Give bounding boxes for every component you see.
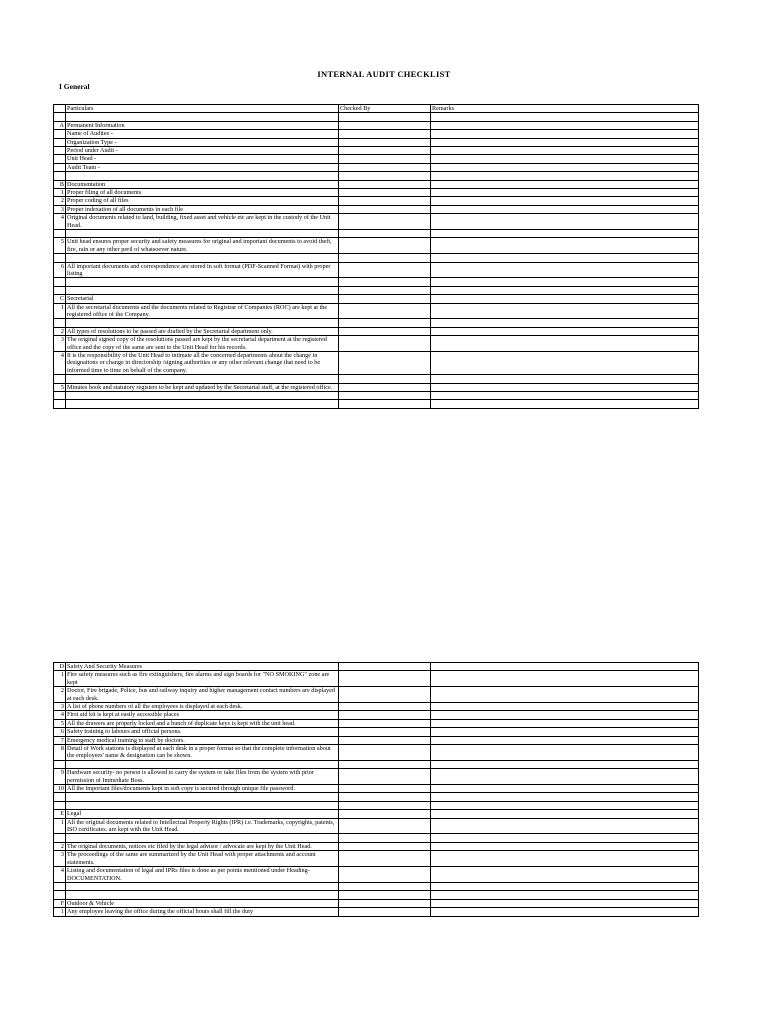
item-number: 3 bbox=[54, 851, 66, 867]
remarks-cell bbox=[431, 687, 699, 703]
table-row bbox=[54, 801, 699, 809]
checked-by-cell bbox=[339, 810, 431, 818]
table-row bbox=[54, 189, 699, 197]
remarks-cell bbox=[431, 392, 699, 400]
item-number: 2 bbox=[54, 687, 66, 703]
table-row bbox=[54, 352, 699, 375]
checked-by-cell bbox=[339, 121, 431, 129]
item-number bbox=[54, 163, 66, 171]
item-particulars: Safety And Security Measures bbox=[66, 663, 339, 671]
item-particulars bbox=[66, 172, 339, 180]
checked-by-cell bbox=[339, 834, 431, 842]
remarks-cell bbox=[431, 383, 699, 391]
item-particulars: Documentation bbox=[66, 180, 339, 188]
item-number bbox=[54, 155, 66, 163]
table-header-row bbox=[54, 105, 699, 113]
item-number bbox=[54, 319, 66, 327]
table-row bbox=[54, 147, 699, 155]
item-particulars: Detail of Work stations is displayed at each desk in a proper format so that the complete information about the employees' name & designation can be shown. bbox=[66, 745, 339, 761]
checked-by-cell bbox=[339, 327, 431, 335]
remarks-cell bbox=[431, 278, 699, 286]
remarks-cell bbox=[431, 728, 699, 736]
item-particulars: Name of Auditee - bbox=[66, 130, 339, 138]
table-row bbox=[54, 254, 699, 262]
checked-by-cell bbox=[339, 891, 431, 899]
table-row bbox=[54, 392, 699, 400]
remarks-cell bbox=[431, 113, 699, 121]
checklist-table-general bbox=[53, 104, 699, 409]
table-row bbox=[54, 728, 699, 736]
checked-by-cell bbox=[339, 908, 431, 916]
checked-by-cell bbox=[339, 214, 431, 230]
item-particulars bbox=[66, 113, 339, 121]
checked-by-cell bbox=[339, 205, 431, 213]
section-heading: I General bbox=[59, 82, 90, 91]
checked-by-cell bbox=[339, 760, 431, 768]
document-title: INTERNAL AUDIT CHECKLIST bbox=[317, 69, 451, 79]
checked-by-cell bbox=[339, 375, 431, 383]
item-particulars: First aid kit is kept at easily accessible places bbox=[66, 711, 339, 719]
item-particulars bbox=[66, 254, 339, 262]
item-number: 5 bbox=[54, 238, 66, 254]
table-row bbox=[54, 899, 699, 907]
table-row bbox=[54, 769, 699, 785]
checked-by-cell bbox=[339, 113, 431, 121]
item-particulars: The original signed copy of the resolutions passed are kept by the secretarial department at the registered office and the copy of the same are sent to the Unit Head for his records. bbox=[66, 336, 339, 352]
item-particulars: Original documents related to land, building, fixed asset and vehicle etc are kept in the custody of the Unit Head. bbox=[66, 214, 339, 230]
checked-by-cell bbox=[339, 818, 431, 834]
remarks-cell bbox=[431, 736, 699, 744]
table-row bbox=[54, 121, 699, 129]
remarks-cell bbox=[431, 336, 699, 352]
remarks-cell bbox=[431, 327, 699, 335]
item-number bbox=[54, 760, 66, 768]
item-number: C bbox=[54, 295, 66, 303]
remarks-cell bbox=[431, 891, 699, 899]
item-number: D bbox=[54, 663, 66, 671]
checked-by-cell bbox=[339, 671, 431, 687]
checked-by-cell bbox=[339, 352, 431, 375]
item-number bbox=[54, 891, 66, 899]
remarks-cell bbox=[431, 230, 699, 238]
item-number bbox=[54, 392, 66, 400]
remarks-cell bbox=[431, 882, 699, 890]
table-row bbox=[54, 130, 699, 138]
remarks-cell bbox=[431, 295, 699, 303]
item-number bbox=[54, 400, 66, 408]
checked-by-cell bbox=[339, 155, 431, 163]
table-row bbox=[54, 205, 699, 213]
item-particulars: Legal bbox=[66, 810, 339, 818]
item-number bbox=[54, 138, 66, 146]
item-particulars: Fire safety measures such as fire extinguishers, fire alarms and sign boards for "NO SMOKING" zone are kept bbox=[66, 671, 339, 687]
checked-by-cell bbox=[339, 172, 431, 180]
table-row bbox=[54, 842, 699, 850]
table-row bbox=[54, 793, 699, 801]
item-particulars: Safety training to labours and official persons. bbox=[66, 728, 339, 736]
table-row bbox=[54, 851, 699, 867]
table-row bbox=[54, 327, 699, 335]
item-number: 6 bbox=[54, 728, 66, 736]
item-number: 9 bbox=[54, 769, 66, 785]
item-particulars: It is the responsibility of the Unit Head to intimate all the concerned departments about the change in designations or change in directorship /signing authorities or any other relevant change that need to be informed time to time on behalf of the company. bbox=[66, 352, 339, 375]
item-particulars bbox=[66, 834, 339, 842]
remarks-cell bbox=[431, 147, 699, 155]
table-row bbox=[54, 711, 699, 719]
item-particulars: A list of phone numbers of all the employees is displayed at each desk. bbox=[66, 703, 339, 711]
table-row bbox=[54, 760, 699, 768]
remarks-cell bbox=[431, 130, 699, 138]
item-number bbox=[54, 130, 66, 138]
checked-by-cell bbox=[339, 238, 431, 254]
checked-by-cell bbox=[339, 138, 431, 146]
table-row bbox=[54, 172, 699, 180]
item-particulars: All important documents and correspondence are stored in soft format (PDF-Scanned Format) with proper listing bbox=[66, 262, 339, 278]
item-particulars: All the original documents related to Intellectual Property Rights (IPR) i.e. Trademarks, copyrights, patents, ISO certificates. are kept with the Unit Head. bbox=[66, 818, 339, 834]
remarks-cell bbox=[431, 319, 699, 327]
remarks-cell bbox=[431, 197, 699, 205]
remarks-cell bbox=[431, 303, 699, 319]
item-particulars: Period under Audit - bbox=[66, 147, 339, 155]
table-row bbox=[54, 295, 699, 303]
table-row bbox=[54, 303, 699, 319]
remarks-cell bbox=[431, 842, 699, 850]
item-number: E bbox=[54, 810, 66, 818]
remarks-cell bbox=[431, 719, 699, 727]
item-particulars: Listing and documentation of legal and IPRs files is done as per points mentioned under Heading- DOCUMENTATION. bbox=[66, 867, 339, 883]
item-number: 2 bbox=[54, 842, 66, 850]
item-number: 3 bbox=[54, 336, 66, 352]
table-row bbox=[54, 286, 699, 294]
item-particulars bbox=[66, 760, 339, 768]
item-number: 2 bbox=[54, 197, 66, 205]
header-checked-by: Checked By bbox=[339, 105, 431, 113]
item-particulars: Doctor, Fire brigade, Police, bus and railway inquiry and higher management contact numbers are displayed at each desk. bbox=[66, 687, 339, 703]
item-number: 1 bbox=[54, 303, 66, 319]
remarks-cell bbox=[431, 745, 699, 761]
checked-by-cell bbox=[339, 278, 431, 286]
checked-by-cell bbox=[339, 711, 431, 719]
table-row bbox=[54, 238, 699, 254]
item-particulars: The proceedings of the same are summarized by the Unit Head with proper attachments and account statements. bbox=[66, 851, 339, 867]
remarks-cell bbox=[431, 818, 699, 834]
item-number bbox=[54, 254, 66, 262]
table-row bbox=[54, 375, 699, 383]
item-number: B bbox=[54, 180, 66, 188]
table-row bbox=[54, 687, 699, 703]
item-particulars: Permanent Information bbox=[66, 121, 339, 129]
table-row bbox=[54, 336, 699, 352]
table-row bbox=[54, 163, 699, 171]
remarks-cell bbox=[431, 785, 699, 793]
checked-by-cell bbox=[339, 867, 431, 883]
item-particulars: Organization Type - bbox=[66, 138, 339, 146]
table-row bbox=[54, 785, 699, 793]
header-remarks: Remarks bbox=[431, 105, 699, 113]
item-number bbox=[54, 278, 66, 286]
item-number: 10 bbox=[54, 785, 66, 793]
item-particulars bbox=[66, 392, 339, 400]
item-particulars: All types of resolutions to be passed are drafted by the Secretarial department only. bbox=[66, 327, 339, 335]
table-row bbox=[54, 867, 699, 883]
remarks-cell bbox=[431, 671, 699, 687]
item-number: 1 bbox=[54, 908, 66, 916]
remarks-cell bbox=[431, 375, 699, 383]
remarks-cell bbox=[431, 769, 699, 785]
table-row bbox=[54, 278, 699, 286]
checked-by-cell bbox=[339, 400, 431, 408]
checked-by-cell bbox=[339, 899, 431, 907]
header-no-cell bbox=[54, 105, 66, 113]
remarks-cell bbox=[431, 238, 699, 254]
item-particulars: Unit head ensures proper security and safety measures for original and important documents to avoid theft, fire, rain or any other peril of whatsoever nature. bbox=[66, 238, 339, 254]
remarks-cell bbox=[431, 121, 699, 129]
item-number: A bbox=[54, 121, 66, 129]
table-row bbox=[54, 214, 699, 230]
item-particulars bbox=[66, 230, 339, 238]
checked-by-cell bbox=[339, 262, 431, 278]
item-number: 5 bbox=[54, 383, 66, 391]
remarks-cell bbox=[431, 254, 699, 262]
item-number: 4 bbox=[54, 352, 66, 375]
item-particulars: Proper filing of all documents bbox=[66, 189, 339, 197]
table-row bbox=[54, 262, 699, 278]
remarks-cell bbox=[431, 180, 699, 188]
item-number bbox=[54, 286, 66, 294]
checked-by-cell bbox=[339, 728, 431, 736]
item-particulars: Secretarial bbox=[66, 295, 339, 303]
item-number: 7 bbox=[54, 736, 66, 744]
checked-by-cell bbox=[339, 230, 431, 238]
checked-by-cell bbox=[339, 254, 431, 262]
checked-by-cell bbox=[339, 130, 431, 138]
table-row bbox=[54, 891, 699, 899]
table-row bbox=[54, 383, 699, 391]
item-number: 1 bbox=[54, 671, 66, 687]
item-number bbox=[54, 172, 66, 180]
item-number: 3 bbox=[54, 703, 66, 711]
table-row bbox=[54, 908, 699, 916]
table-row bbox=[54, 155, 699, 163]
table-row bbox=[54, 671, 699, 687]
item-number bbox=[54, 375, 66, 383]
checked-by-cell bbox=[339, 745, 431, 761]
item-particulars bbox=[66, 400, 339, 408]
item-number: 2 bbox=[54, 327, 66, 335]
checked-by-cell bbox=[339, 383, 431, 391]
checked-by-cell bbox=[339, 163, 431, 171]
table-row bbox=[54, 882, 699, 890]
checked-by-cell bbox=[339, 882, 431, 890]
remarks-cell bbox=[431, 899, 699, 907]
item-number: F bbox=[54, 899, 66, 907]
checked-by-cell bbox=[339, 842, 431, 850]
item-particulars: All the drawers are properly locked and a bunch of duplicate keys is kept with the unit head. bbox=[66, 719, 339, 727]
item-particulars: Outdoor & Vehicle bbox=[66, 899, 339, 907]
item-particulars: Audit Team - bbox=[66, 163, 339, 171]
remarks-cell bbox=[431, 172, 699, 180]
item-particulars: Proper indexation of all documents in each file bbox=[66, 205, 339, 213]
item-particulars: All the important files/documents kept in soft copy is secured through unique file password. bbox=[66, 785, 339, 793]
item-number bbox=[54, 147, 66, 155]
checked-by-cell bbox=[339, 180, 431, 188]
item-particulars: Unit Head - bbox=[66, 155, 339, 163]
remarks-cell bbox=[431, 352, 699, 375]
checked-by-cell bbox=[339, 703, 431, 711]
table-row bbox=[54, 138, 699, 146]
item-number: 4 bbox=[54, 711, 66, 719]
remarks-cell bbox=[431, 834, 699, 842]
checked-by-cell bbox=[339, 785, 431, 793]
table-row bbox=[54, 400, 699, 408]
table-row bbox=[54, 230, 699, 238]
checked-by-cell bbox=[339, 851, 431, 867]
remarks-cell bbox=[431, 155, 699, 163]
item-number bbox=[54, 230, 66, 238]
table-row bbox=[54, 818, 699, 834]
header-particulars: Particulars bbox=[66, 105, 339, 113]
item-particulars bbox=[66, 286, 339, 294]
remarks-cell bbox=[431, 711, 699, 719]
checked-by-cell bbox=[339, 189, 431, 197]
table-row bbox=[54, 834, 699, 842]
checked-by-cell bbox=[339, 793, 431, 801]
checked-by-cell bbox=[339, 303, 431, 319]
item-number: 3 bbox=[54, 205, 66, 213]
checked-by-cell bbox=[339, 295, 431, 303]
item-number: 1 bbox=[54, 818, 66, 834]
remarks-cell bbox=[431, 189, 699, 197]
table-row bbox=[54, 719, 699, 727]
item-number: 5 bbox=[54, 719, 66, 727]
remarks-cell bbox=[431, 262, 699, 278]
checked-by-cell bbox=[339, 336, 431, 352]
remarks-cell bbox=[431, 801, 699, 809]
item-particulars: Hardware security- no person is allowed to carry the system or take files from the system with prior permission of Immediate Boss. bbox=[66, 769, 339, 785]
remarks-cell bbox=[431, 760, 699, 768]
table-row bbox=[54, 663, 699, 671]
item-number: 6 bbox=[54, 262, 66, 278]
checked-by-cell bbox=[339, 719, 431, 727]
table-row bbox=[54, 113, 699, 121]
checked-by-cell bbox=[339, 286, 431, 294]
table-row bbox=[54, 703, 699, 711]
table-row bbox=[54, 810, 699, 818]
table-row bbox=[54, 180, 699, 188]
item-particulars bbox=[66, 375, 339, 383]
table-row bbox=[54, 736, 699, 744]
remarks-cell bbox=[431, 286, 699, 294]
item-number bbox=[54, 113, 66, 121]
item-particulars: The original documents, notices etc filed by the legal advisor / advocate are kept by the Unit Head. bbox=[66, 842, 339, 850]
remarks-cell bbox=[431, 908, 699, 916]
item-particulars bbox=[66, 882, 339, 890]
remarks-cell bbox=[431, 163, 699, 171]
table-row bbox=[54, 197, 699, 205]
checklist-table-safety bbox=[53, 662, 699, 917]
checked-by-cell bbox=[339, 319, 431, 327]
item-particulars: Emergency medical training to staff by doctors. bbox=[66, 736, 339, 744]
item-number bbox=[54, 801, 66, 809]
remarks-cell bbox=[431, 703, 699, 711]
item-number: 8 bbox=[54, 745, 66, 761]
remarks-cell bbox=[431, 214, 699, 230]
item-particulars: Proper coding of all files bbox=[66, 197, 339, 205]
checked-by-cell bbox=[339, 801, 431, 809]
item-particulars bbox=[66, 891, 339, 899]
checked-by-cell bbox=[339, 769, 431, 785]
item-number bbox=[54, 882, 66, 890]
item-number: 4 bbox=[54, 867, 66, 883]
remarks-cell bbox=[431, 663, 699, 671]
item-particulars bbox=[66, 319, 339, 327]
item-particulars bbox=[66, 793, 339, 801]
remarks-cell bbox=[431, 400, 699, 408]
item-number bbox=[54, 793, 66, 801]
table-row bbox=[54, 745, 699, 761]
remarks-cell bbox=[431, 205, 699, 213]
item-number bbox=[54, 834, 66, 842]
remarks-cell bbox=[431, 810, 699, 818]
item-particulars: Minutes book and statutory registers to be kept and updated by the Secretarial staff, at the registered office. bbox=[66, 383, 339, 391]
item-particulars: Any employee leaving the office during the official hours shall fill the duty bbox=[66, 908, 339, 916]
remarks-cell bbox=[431, 793, 699, 801]
remarks-cell bbox=[431, 867, 699, 883]
remarks-cell bbox=[431, 138, 699, 146]
remarks-cell bbox=[431, 851, 699, 867]
table-row bbox=[54, 319, 699, 327]
checked-by-cell bbox=[339, 736, 431, 744]
checked-by-cell bbox=[339, 197, 431, 205]
checked-by-cell bbox=[339, 392, 431, 400]
item-particulars bbox=[66, 801, 339, 809]
checked-by-cell bbox=[339, 663, 431, 671]
item-particulars bbox=[66, 278, 339, 286]
checked-by-cell bbox=[339, 687, 431, 703]
item-particulars: All the secretarial documents and the documents related to Registrar of Companies (ROC) are kept at the registered office of the Company. bbox=[66, 303, 339, 319]
item-number: 4 bbox=[54, 214, 66, 230]
checked-by-cell bbox=[339, 147, 431, 155]
item-number: 1 bbox=[54, 189, 66, 197]
